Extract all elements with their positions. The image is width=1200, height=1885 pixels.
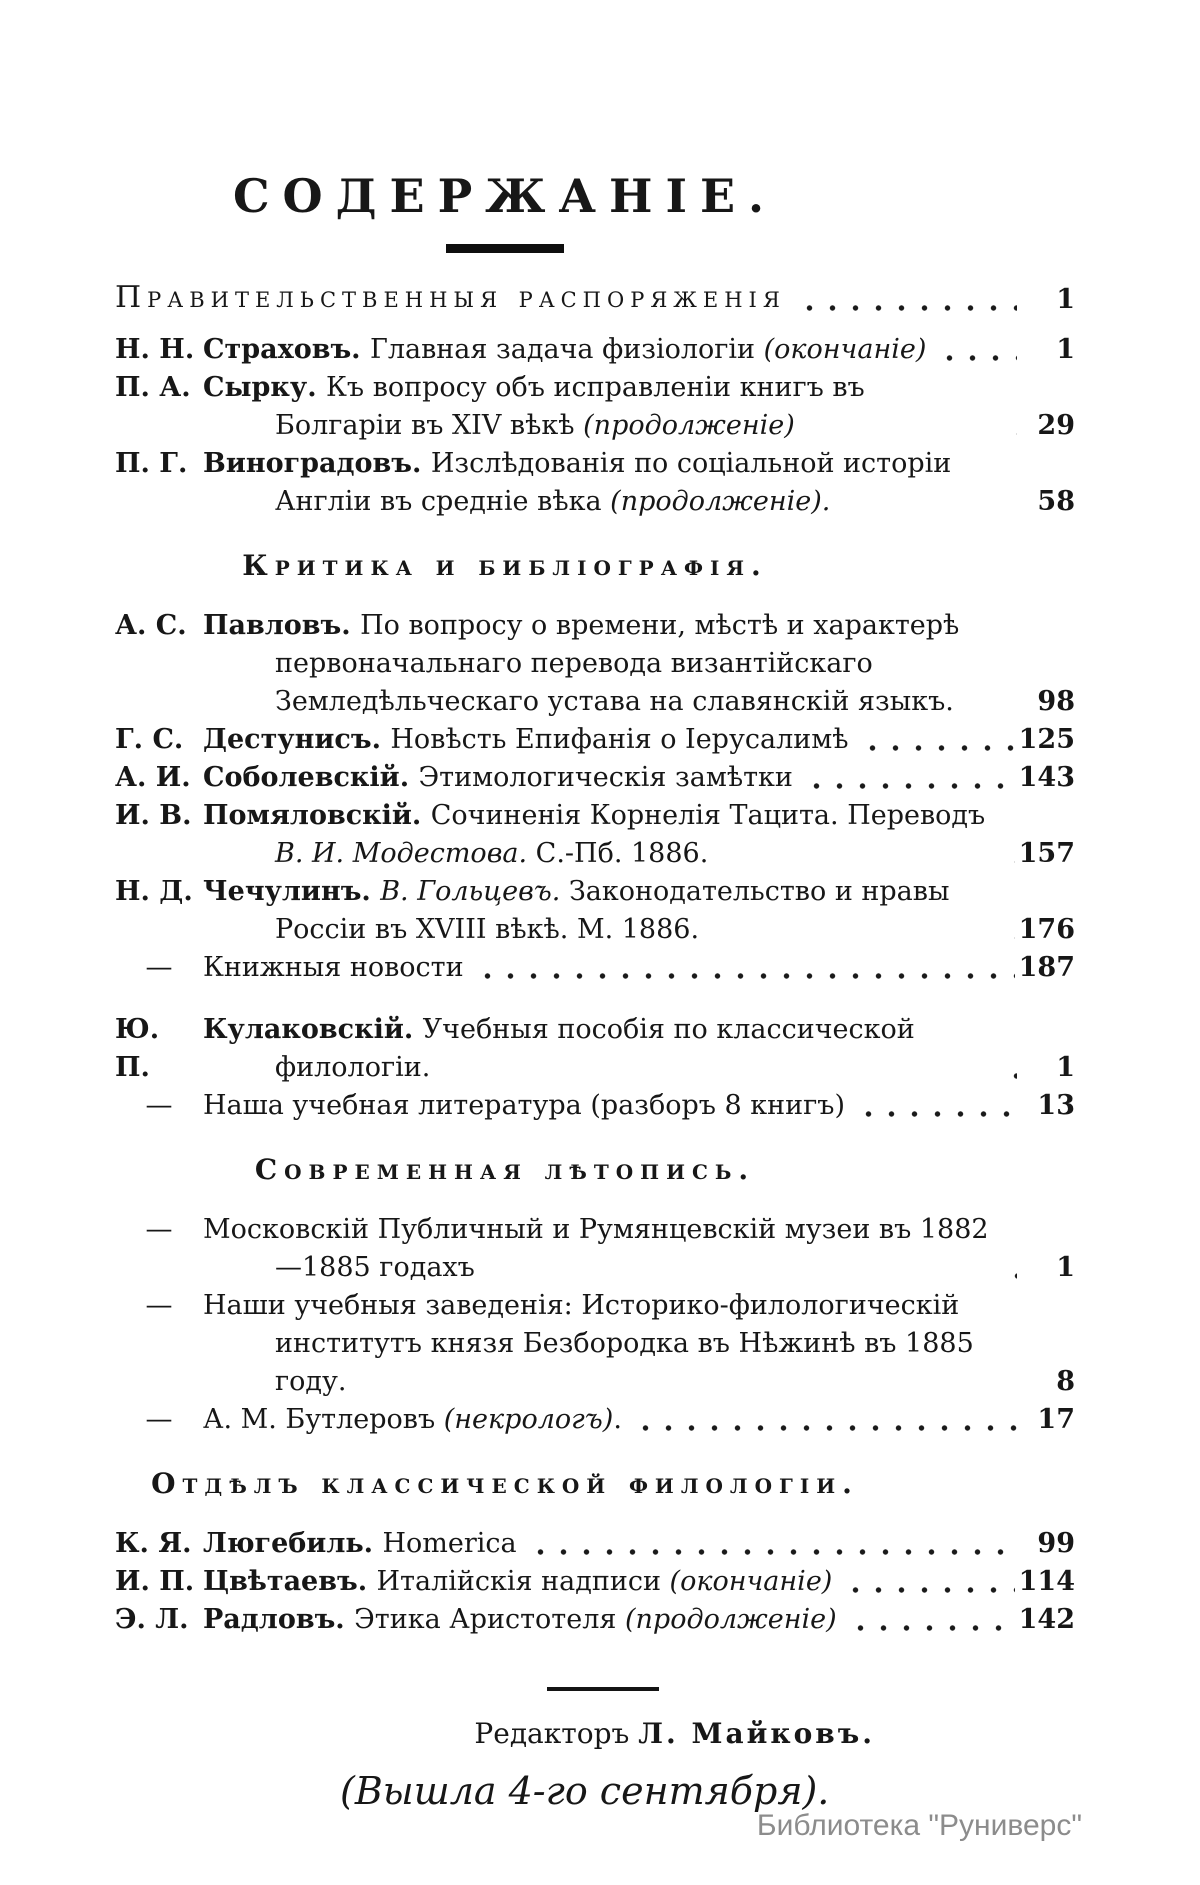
entry-title: Наша учебная литература (разборъ 8 книгъ) [203, 1090, 846, 1121]
entry-title: Соболевскій. Этимологическія замѣтки [203, 762, 793, 793]
dot-leader [1006, 843, 1015, 873]
dot-leader [1006, 1257, 1017, 1287]
dot-leader [634, 1409, 1017, 1439]
entry-author-initials: А. С. [115, 610, 187, 641]
entry-page-number: 143 [1018, 762, 1075, 793]
entry-page-number: 8 [1056, 1366, 1075, 1397]
entry-author-initials: Э. Л. [115, 1604, 189, 1635]
entry-author-initials: Ю. П. [115, 1014, 160, 1083]
entry-author-initials: П. Г. [115, 448, 188, 479]
entry-page-number: 17 [1037, 1404, 1075, 1435]
entry-page-number: 187 [1018, 952, 1075, 983]
editor-name: Л. Майковъ. [638, 1717, 875, 1750]
toc-entry [115, 445, 1075, 521]
entry-page-number: 98 [1037, 686, 1075, 717]
toc-entry [115, 1011, 1075, 1087]
page-title: СОДЕРЖАНІЕ. [232, 169, 778, 223]
entry-author-name: Цвѣтаевъ. [203, 1566, 377, 1597]
entry-author-name: Сырку. [203, 372, 327, 403]
dot-leader [476, 957, 1015, 987]
entry-author-name: Дестунисъ. [203, 724, 391, 755]
dot-leader [861, 729, 1015, 759]
toc-entry [115, 1525, 1075, 1563]
entry-page-number: 142 [1018, 1604, 1075, 1635]
entry-title: Наши учебныя заведенія: Историко-филологическій институтъ князя Безбородка въ Нѣжинѣ въ 1885 году. [203, 1290, 974, 1397]
toc-entry [115, 607, 1075, 721]
section-header: Современная лѣтопись. [254, 1153, 756, 1186]
toc-entry [115, 1287, 1075, 1401]
toc-entry [115, 759, 1075, 797]
entry-author-name: Кулаковскій. [203, 1014, 423, 1045]
dot-leader [1008, 415, 1017, 445]
entry-title: Дестунисъ. Новѣсть Епифанія о Іерусалимѣ [203, 724, 849, 755]
toc-entry [115, 331, 1075, 369]
dot-leader [849, 1609, 1015, 1639]
entry-page-number: 1 [1056, 284, 1075, 315]
toc-entry [115, 1563, 1075, 1601]
dot-leader [1012, 691, 1017, 721]
toc-entry [115, 797, 1075, 873]
dot-leader [1009, 491, 1017, 521]
entry-author-initials: П. А. [115, 372, 191, 403]
editor-label: Редакторъ [474, 1717, 630, 1750]
entry-page-number: 13 [1037, 1090, 1075, 1121]
section-header: Критика и библіографія. [242, 549, 768, 582]
dot-leader [798, 289, 1017, 319]
footer-divider [547, 1687, 659, 1691]
entry-author-initials: Н. Н. [115, 334, 195, 365]
entry-author-name: Помяловскій. [203, 800, 431, 831]
editor-line [115, 1715, 1075, 1753]
dot-leader [857, 1095, 1017, 1125]
entry-page-number: 157 [1018, 838, 1075, 869]
entry-title: А. М. Бутлеровъ (некрологъ). [203, 1404, 622, 1435]
dot-leader [1010, 1371, 1017, 1401]
entry-author-name: Павловъ. [203, 610, 361, 641]
title-block [115, 168, 895, 253]
toc-entry [115, 873, 1075, 949]
entry-author-initials: А. И. [115, 762, 191, 793]
dot-leader [1005, 1057, 1018, 1087]
entry-author-initials: Г. С. [115, 724, 184, 755]
entry-title: Книжныя новости [203, 952, 464, 983]
entry-title: Помяловскій. Сочиненія Корнелія Тацита. Переводъ В. И. Модестова. С.-Пб. 1886. [203, 800, 986, 869]
entry-author-initials: И. П. [115, 1566, 195, 1597]
entry-title: Павловъ. По вопросу о времени, мѣстѣ и характерѣ первоначальнаго перевода византійскаго Земледѣльческаго устава на славянскій языкъ. [203, 610, 960, 717]
toc [115, 277, 1075, 1639]
entry-page-number: 1 [1056, 334, 1075, 365]
entry-title: Московскій Публичный и Румянцевскій музеи въ 1882—1885 годахъ [203, 1214, 989, 1283]
entry-title: Чечулинъ. В. Гольцевъ. Законодательство и нравы Россіи въ XVIII вѣкѣ. М. 1886. [203, 876, 950, 945]
toc-entry [115, 721, 1075, 759]
toc-entry [115, 949, 1075, 987]
entry-author-name: Радловъ. [203, 1604, 355, 1635]
entry-author-name: Виноградовъ. [203, 448, 431, 479]
entry-author-initials: И. В. [115, 800, 192, 831]
entry-page-number: 176 [1018, 914, 1075, 945]
entry-author-initials: Н. Д. [115, 876, 193, 907]
entry-title: Сырку. Къ вопросу объ исправленіи книгъ въ Болгаріи въ XIV вѣкѣ (продолженіе) [203, 372, 865, 441]
toc-entry [115, 1601, 1075, 1639]
entry-author-name: Страховъ. [203, 334, 370, 365]
entry-page-number: 99 [1037, 1528, 1075, 1559]
entry-title: Страховъ. Главная задача физіологіи (окончаніе) [203, 334, 927, 365]
dot-leader [1006, 919, 1015, 949]
entry-title: Кулаковскій. Учебныя пособія по классической филологіи. [203, 1014, 915, 1083]
entry-title: Правительственныя распоряженія [115, 280, 786, 315]
entry-title: Люгебиль. Homerica [203, 1528, 517, 1559]
entry-title: Радловъ. Этика Аристотеля (продолженіе) [203, 1604, 837, 1635]
entry-page-number: 29 [1037, 410, 1075, 441]
release-note: (Вышла 4-го сентября). [340, 1769, 830, 1813]
entry-author-initials: — [145, 1090, 173, 1121]
section-header: Отдѣлъ классической филологіи. [151, 1467, 859, 1500]
entry-title: Виноградовъ. Изслѣдованія по соціальной исторіи Англіи въ средніе вѣка (продолженіе). [203, 448, 952, 517]
entry-author-name: Соболевскій. [203, 762, 419, 793]
entry-page-number: 125 [1018, 724, 1075, 755]
dot-leader [844, 1571, 1014, 1601]
toc-entry [115, 369, 1075, 445]
entry-author-initials: — [145, 1404, 173, 1435]
library-watermark: Библиотека "Руниверс" [756, 1809, 1082, 1842]
dot-leader [529, 1533, 1017, 1563]
toc-entry [115, 1211, 1075, 1287]
entry-title: Цвѣтаевъ. Италійскія надписи (окончаніе) [203, 1566, 833, 1597]
toc-entry [115, 1401, 1075, 1439]
toc-entry [115, 1087, 1075, 1125]
toc-entry [115, 277, 1075, 319]
entry-author-initials: — [145, 952, 173, 983]
entry-page-number: 1 [1056, 1252, 1075, 1283]
dot-leader [805, 767, 1015, 797]
entry-author-initials: — [145, 1214, 173, 1245]
entry-author-name: Люгебиль. [203, 1528, 383, 1559]
entry-author-name: Чечулинъ. [203, 876, 381, 907]
entry-author-initials: — [145, 1290, 173, 1321]
entry-page-number: 114 [1018, 1566, 1075, 1597]
entry-page-number: 1 [1056, 1052, 1075, 1083]
title-divider [446, 244, 564, 253]
entry-page-number: 58 [1037, 486, 1075, 517]
entry-author-initials: К. Я. [115, 1528, 192, 1559]
dot-leader [938, 339, 1017, 369]
